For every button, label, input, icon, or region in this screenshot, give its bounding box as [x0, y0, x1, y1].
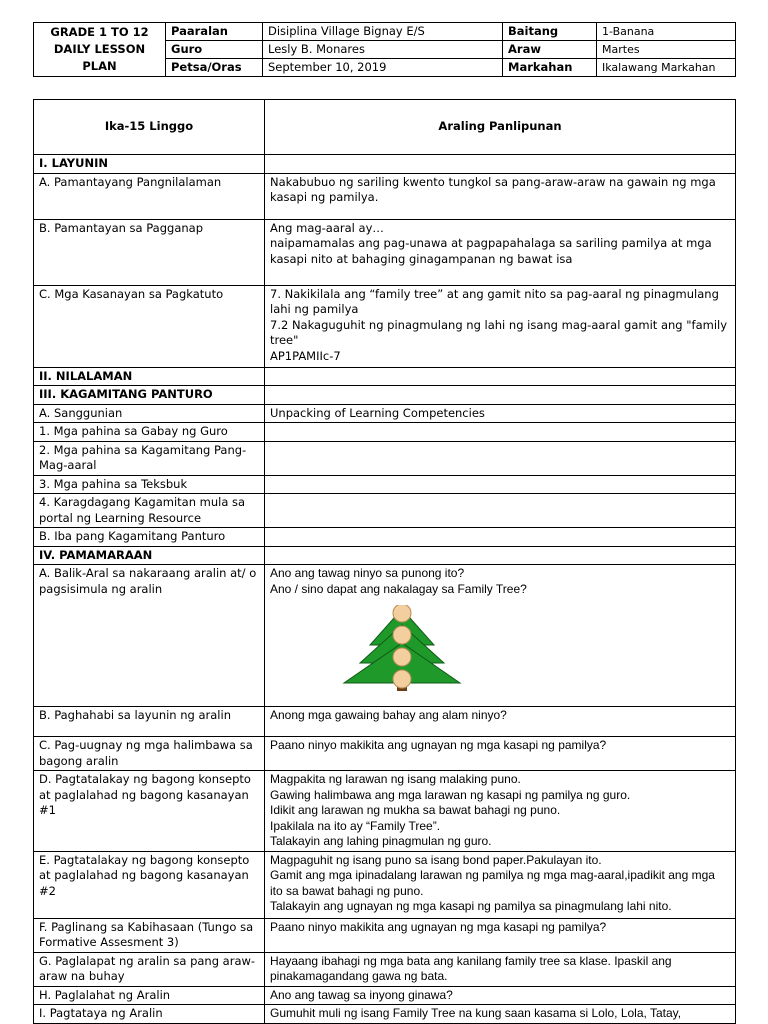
- family-tree-icon: [342, 605, 462, 693]
- row-content: [265, 565, 736, 707]
- content-line: Paano ninyo makikita ang ugnayan ng mga kasapi ng pamilya?: [270, 919, 607, 934]
- table-row: [34, 952, 736, 986]
- table-row: [34, 737, 736, 771]
- content-line: Idikit ang larawan ng mukha sa bawat bahagi ng puno.: [270, 803, 561, 817]
- row-label: III. KAGAMITANG PANTURO: [34, 386, 265, 405]
- content-line: Magpaguhit ng isang puno sa isang bond paper.Pakulayan ito.: [270, 852, 602, 867]
- row-label: A. Sanggunian: [34, 404, 265, 423]
- row-label: B. Paghahabi sa layunin ng aralin: [34, 707, 265, 737]
- content-line: Ano ang tawag sa inyong ginawa?: [270, 987, 453, 1002]
- araw-value: Martes: [597, 41, 736, 59]
- table-row: [34, 986, 736, 1005]
- row-label: A. Balik-Aral sa nakaraang aralin at/ o pagsisimula ng aralin: [34, 565, 265, 707]
- content-line: Talakayin ang lahing pinagmulan ng guro.: [270, 834, 492, 848]
- row-content: [265, 155, 736, 174]
- table-row: [34, 918, 736, 952]
- paaralan-label: Paaralan: [166, 23, 263, 41]
- content-line: Unpacking of Learning Competencies: [270, 405, 485, 420]
- row-label: I. LAYUNIN: [34, 155, 265, 174]
- row-content: [265, 952, 736, 986]
- row-content: [265, 441, 736, 475]
- row-content: [265, 918, 736, 952]
- petsa-value: September 10, 2019: [263, 59, 503, 77]
- markahan-value: Ikalawang Markahan: [597, 59, 736, 77]
- table-row: [34, 367, 736, 386]
- table-row: [34, 546, 736, 565]
- content-line: Gawing halimbawa ang mga larawan ng kasapi ng pamilya ng guro.: [270, 787, 631, 802]
- row-label: B. Pamantayan sa Pagganap: [34, 219, 265, 285]
- table-row: [34, 423, 736, 442]
- row-content: [265, 707, 736, 737]
- row-content: [265, 285, 736, 367]
- content-line: Ano / sino dapat ang nakalagay sa Family Tree?: [270, 581, 527, 596]
- row-label: I. Pagtataya ng Aralin: [34, 1005, 265, 1024]
- content-line: AP1PAMIIc-7: [270, 348, 341, 363]
- row-label: B. Iba pang Kagamitang Panturo: [34, 528, 265, 547]
- row-label: A. Pamantayang Pangnilalaman: [34, 173, 265, 219]
- row-label: C. Mga Kasanayan sa Pagkatuto: [34, 285, 265, 367]
- row-content: [265, 173, 736, 219]
- table-row: [34, 386, 736, 405]
- row-content: [265, 386, 736, 405]
- row-label: 2. Mga pahina sa Kagamitang Pang-Mag-aaral: [34, 441, 265, 475]
- row-label: 3. Mga pahina sa Teksbuk: [34, 475, 265, 494]
- table-row: [34, 528, 736, 547]
- row-content: [265, 528, 736, 547]
- week-heading: Ika-15 Linggo: [34, 100, 265, 155]
- markahan-label: Markahan: [503, 59, 597, 77]
- content-line: Talakayin ang ugnayan ng mga kasapi ng pamilya sa pinagmulang lahi nito.: [270, 899, 672, 913]
- table-row: [34, 851, 736, 918]
- table-row: [34, 173, 736, 219]
- paaralan-value: Disiplina Village Bignay E/S: [263, 23, 503, 41]
- baitang-value: 1-Banana: [597, 23, 736, 41]
- row-label: G. Paglalapat ng aralin sa pang araw-araw na buhay: [34, 952, 265, 986]
- row-content: [265, 851, 736, 918]
- guro-label: Guro: [166, 41, 263, 59]
- table-row: [34, 404, 736, 423]
- content-line: Anong mga gawaing bahay ang alam ninyo?: [270, 708, 507, 722]
- row-label: E. Pagtatalakay ng bagong konsepto at paglalahad ng bagong kasanayan #2: [34, 851, 265, 918]
- araw-label: Araw: [503, 41, 597, 59]
- row-content: [265, 423, 736, 442]
- table-row: [34, 219, 736, 285]
- row-content: [265, 737, 736, 771]
- row-label: F. Paglinang sa Kabihasaan (Tungo sa Formative Assesment 3): [34, 918, 265, 952]
- row-label: IV. PAMAMARAAN: [34, 546, 265, 565]
- row-content: [265, 986, 736, 1005]
- content-line: 7. Nakikilala ang “family tree” at ang gamit nito sa pag-aaral ng pinagmulang lahi ng pamilya: [270, 286, 719, 316]
- guro-value: Lesly B. Monares: [263, 41, 503, 59]
- lesson-plan-rows: [34, 155, 736, 1024]
- content-line: Magpakita ng larawan ng isang malaking puno.: [270, 772, 521, 786]
- content-line: Ang mag-aaral ay…: [270, 220, 384, 235]
- table-row: [34, 155, 736, 174]
- table-row: [34, 707, 736, 737]
- content-line: Nakabubuo ng sariling kwento tungkol sa pang-araw-araw na gawain ng mga kasapi ng pamilya.: [270, 174, 716, 204]
- row-content: [265, 546, 736, 565]
- table-row: [34, 494, 736, 528]
- table-row: [34, 285, 736, 367]
- row-label: H. Paglalahat ng Aralin: [34, 986, 265, 1005]
- table-row: [34, 565, 736, 707]
- row-content: [265, 494, 736, 528]
- lesson-plan-main-table: [33, 99, 736, 1024]
- row-label: 1. Mga pahina sa Gabay ng Guro: [34, 423, 265, 442]
- subject-heading: Araling Panlipunan: [265, 100, 736, 155]
- row-content: [265, 1005, 736, 1024]
- content-line: Paano ninyo makikita ang ugnayan ng mga kasapi ng pamilya?: [270, 738, 607, 752]
- row-content: [265, 771, 736, 852]
- table-row: [34, 771, 736, 852]
- content-line: 7.2 Nakaguguhit ng pinagmulang ng lahi ng isang mag-aaral gamit ang "family tree": [270, 317, 728, 347]
- petsa-label: Petsa/Oras: [166, 59, 263, 77]
- content-line: Gumuhit muli ng isang Family Tree na kung saan kasama si Lolo, Lola, Tatay,: [270, 1006, 682, 1020]
- table-row: [34, 1005, 736, 1024]
- content-line: Hayaang ibahagi ng mga bata ang kanilang family tree sa klase. Ipaskil ang pinakamagandang gawa ng bata.: [270, 953, 672, 983]
- row-label: C. Pag-uugnay ng mga halimbawa sa bagong aralin: [34, 737, 265, 771]
- row-content: [265, 475, 736, 494]
- baitang-label: Baitang: [503, 23, 597, 41]
- row-content: [265, 404, 736, 423]
- content-line: naipamamalas ang pag-unawa at pagpapahalaga sa sariling pamilya at mga kasapi nito at bahaging ginagampanan ng bawat isa: [270, 236, 712, 266]
- row-label: II. NILALAMAN: [34, 367, 265, 386]
- row-label: D. Pagtatalakay ng bagong konsepto at paglalahad ng bagong kasanayan #1: [34, 771, 265, 852]
- lesson-plan-header-table: [33, 22, 736, 77]
- table-row: [34, 475, 736, 494]
- row-label: 4. Karagdagang Kagamitan mula sa portal ng Learning Resource: [34, 494, 265, 528]
- content-line: Gamit ang mga ipinadalang larawan ng pamilya ng mga mag-aaral,ipadikit ang mga ito sa bawat bahagi ng puno.: [270, 868, 715, 898]
- table-row: [34, 441, 736, 475]
- content-line: Ano ang tawag ninyo sa punong ito?: [270, 566, 465, 580]
- row-content: [265, 219, 736, 285]
- row-content: [265, 367, 736, 386]
- content-line: Ipakilala na ito ay “Family Tree”.: [270, 818, 441, 833]
- lesson-plan-title: GRADE 1 TO 12 DAILY LESSON PLAN: [34, 23, 166, 77]
